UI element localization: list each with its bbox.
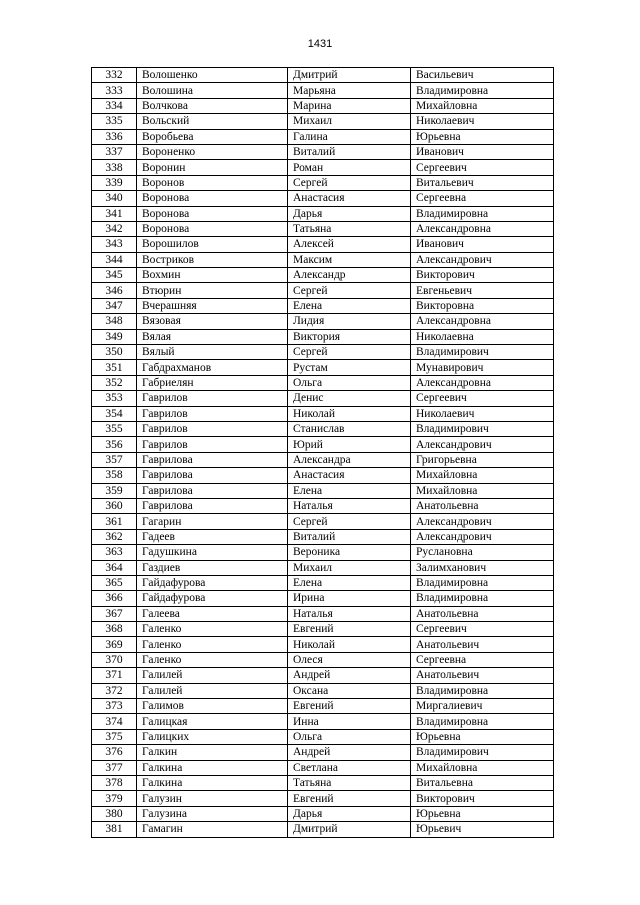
row-number-cell: 372: [92, 683, 137, 698]
patronymic-cell: Анатольевна: [411, 606, 554, 621]
row-number-cell: 336: [92, 129, 137, 144]
last-name-cell: Вохмин: [137, 268, 288, 283]
first-name-cell: Марьяна: [288, 83, 411, 98]
last-name-cell: Волошина: [137, 83, 288, 98]
first-name-cell: Лидия: [288, 314, 411, 329]
patronymic-cell: Евгеньевич: [411, 283, 554, 298]
patronymic-cell: Григорьевна: [411, 452, 554, 467]
table-row: [92, 683, 554, 698]
row-number-cell: 349: [92, 329, 137, 344]
row-number-cell: 351: [92, 360, 137, 375]
first-name-cell: Дмитрий: [288, 822, 411, 837]
table-row: [92, 298, 554, 313]
last-name-cell: Воробьева: [137, 129, 288, 144]
last-name-cell: Галузина: [137, 806, 288, 821]
last-name-cell: Гайдафурова: [137, 591, 288, 606]
patronymic-cell: Залимханович: [411, 560, 554, 575]
row-number-cell: 353: [92, 391, 137, 406]
row-number-cell: 373: [92, 699, 137, 714]
last-name-cell: Галицкая: [137, 714, 288, 729]
row-number-cell: 338: [92, 160, 137, 175]
last-name-cell: Воронин: [137, 160, 288, 175]
row-number-cell: 341: [92, 206, 137, 221]
table-row: [92, 406, 554, 421]
table-row: [92, 391, 554, 406]
row-number-cell: 364: [92, 560, 137, 575]
patronymic-cell: Сергеевна: [411, 652, 554, 667]
row-number-cell: 348: [92, 314, 137, 329]
patronymic-cell: Михайловна: [411, 468, 554, 483]
patronymic-cell: Владимировна: [411, 83, 554, 98]
first-name-cell: Станислав: [288, 421, 411, 436]
patronymic-cell: Анатольевич: [411, 668, 554, 683]
last-name-cell: Гаврилов: [137, 406, 288, 421]
row-number-cell: 346: [92, 283, 137, 298]
patronymic-cell: Юрьевна: [411, 729, 554, 744]
first-name-cell: Елена: [288, 483, 411, 498]
table-row: [92, 68, 554, 83]
row-number-cell: 377: [92, 760, 137, 775]
row-number-cell: 370: [92, 652, 137, 667]
patronymic-cell: Владимировна: [411, 591, 554, 606]
table-row: [92, 591, 554, 606]
patronymic-cell: Владимировна: [411, 575, 554, 590]
first-name-cell: Сергей: [288, 175, 411, 190]
row-number-cell: 350: [92, 345, 137, 360]
table-row: [92, 283, 554, 298]
last-name-cell: Галкина: [137, 760, 288, 775]
row-number-cell: 357: [92, 452, 137, 467]
last-name-cell: Газдиев: [137, 560, 288, 575]
first-name-cell: Николай: [288, 637, 411, 652]
patronymic-cell: Михайловна: [411, 98, 554, 113]
patronymic-cell: Владимировна: [411, 714, 554, 729]
first-name-cell: Михаил: [288, 560, 411, 575]
patronymic-cell: Александрович: [411, 437, 554, 452]
table-row: [92, 221, 554, 236]
patronymic-cell: Владимирович: [411, 745, 554, 760]
last-name-cell: Габдрахманов: [137, 360, 288, 375]
first-name-cell: Николай: [288, 406, 411, 421]
table-row: [92, 699, 554, 714]
first-name-cell: Сергей: [288, 345, 411, 360]
row-number-cell: 368: [92, 622, 137, 637]
row-number-cell: 359: [92, 483, 137, 498]
first-name-cell: Евгений: [288, 699, 411, 714]
first-name-cell: Вероника: [288, 545, 411, 560]
table-row: [92, 745, 554, 760]
row-number-cell: 362: [92, 529, 137, 544]
first-name-cell: Ольга: [288, 375, 411, 390]
last-name-cell: Гадеев: [137, 529, 288, 544]
row-number-cell: 375: [92, 729, 137, 744]
patronymic-cell: Николаевич: [411, 114, 554, 129]
first-name-cell: Рустам: [288, 360, 411, 375]
row-number-cell: 340: [92, 191, 137, 206]
patronymic-cell: Сергеевич: [411, 622, 554, 637]
last-name-cell: Волчкова: [137, 98, 288, 113]
table-row: [92, 637, 554, 652]
last-name-cell: Воронова: [137, 191, 288, 206]
first-name-cell: Сергей: [288, 283, 411, 298]
last-name-cell: Гаврилова: [137, 468, 288, 483]
patronymic-cell: Сергеевна: [411, 191, 554, 206]
patronymic-cell: Владимирович: [411, 345, 554, 360]
table-row: [92, 822, 554, 837]
first-name-cell: Андрей: [288, 668, 411, 683]
last-name-cell: Галеева: [137, 606, 288, 621]
row-number-cell: 369: [92, 637, 137, 652]
last-name-cell: Гаврилов: [137, 421, 288, 436]
patronymic-cell: Анатольевич: [411, 637, 554, 652]
patronymic-cell: Сергеевич: [411, 391, 554, 406]
last-name-cell: Галкин: [137, 745, 288, 760]
row-number-cell: 380: [92, 806, 137, 821]
table-row: [92, 652, 554, 667]
row-number-cell: 332: [92, 68, 137, 83]
patronymic-cell: Николаевна: [411, 329, 554, 344]
names-table-body: [92, 68, 554, 838]
row-number-cell: 365: [92, 575, 137, 590]
patronymic-cell: Николаевич: [411, 406, 554, 421]
first-name-cell: Денис: [288, 391, 411, 406]
table-row: [92, 806, 554, 821]
table-row: [92, 714, 554, 729]
first-name-cell: Галина: [288, 129, 411, 144]
first-name-cell: Евгений: [288, 791, 411, 806]
patronymic-cell: Васильевич: [411, 68, 554, 83]
last-name-cell: Вчерашняя: [137, 298, 288, 313]
row-number-cell: 335: [92, 114, 137, 129]
table-row: [92, 252, 554, 267]
table-row: [92, 191, 554, 206]
table-row: [92, 775, 554, 790]
table-row: [92, 791, 554, 806]
row-number-cell: 358: [92, 468, 137, 483]
table-row: [92, 483, 554, 498]
first-name-cell: Анастасия: [288, 191, 411, 206]
last-name-cell: Гагарин: [137, 514, 288, 529]
first-name-cell: Ольга: [288, 729, 411, 744]
patronymic-cell: Владимирович: [411, 421, 554, 436]
table-row: [92, 729, 554, 744]
row-number-cell: 347: [92, 298, 137, 313]
patronymic-cell: Александрович: [411, 252, 554, 267]
table-row: [92, 268, 554, 283]
row-number-cell: 342: [92, 221, 137, 236]
first-name-cell: Алексей: [288, 237, 411, 252]
row-number-cell: 376: [92, 745, 137, 760]
row-number-cell: 381: [92, 822, 137, 837]
patronymic-cell: Миргалиевич: [411, 699, 554, 714]
patronymic-cell: Иванович: [411, 237, 554, 252]
last-name-cell: Галенко: [137, 622, 288, 637]
patronymic-cell: Александровна: [411, 314, 554, 329]
table-row: [92, 129, 554, 144]
patronymic-cell: Владимировна: [411, 206, 554, 221]
row-number-cell: 378: [92, 775, 137, 790]
first-name-cell: Оксана: [288, 683, 411, 698]
table-row: [92, 560, 554, 575]
table-row: [92, 175, 554, 190]
last-name-cell: Гаврилова: [137, 452, 288, 467]
patronymic-cell: Мунавирович: [411, 360, 554, 375]
last-name-cell: Гамагин: [137, 822, 288, 837]
patronymic-cell: Анатольевна: [411, 498, 554, 513]
last-name-cell: Галилей: [137, 683, 288, 698]
last-name-cell: Гаврилова: [137, 483, 288, 498]
table-row: [92, 83, 554, 98]
table-row: [92, 498, 554, 513]
last-name-cell: Волошенко: [137, 68, 288, 83]
first-name-cell: Наталья: [288, 498, 411, 513]
first-name-cell: Дарья: [288, 806, 411, 821]
first-name-cell: Дарья: [288, 206, 411, 221]
patronymic-cell: Юрьевич: [411, 822, 554, 837]
names-table: [91, 67, 554, 838]
table-row: [92, 345, 554, 360]
table-row: [92, 160, 554, 175]
last-name-cell: Галенко: [137, 652, 288, 667]
last-name-cell: Вязовая: [137, 314, 288, 329]
row-number-cell: 352: [92, 375, 137, 390]
last-name-cell: Вялая: [137, 329, 288, 344]
first-name-cell: Анастасия: [288, 468, 411, 483]
table-row: [92, 514, 554, 529]
patronymic-cell: Викторовна: [411, 298, 554, 313]
first-name-cell: Максим: [288, 252, 411, 267]
last-name-cell: Ворошилов: [137, 237, 288, 252]
patronymic-cell: Михайловна: [411, 483, 554, 498]
table-row: [92, 760, 554, 775]
first-name-cell: Татьяна: [288, 775, 411, 790]
table-row: [92, 606, 554, 621]
first-name-cell: Марина: [288, 98, 411, 113]
table-row: [92, 114, 554, 129]
first-name-cell: Наталья: [288, 606, 411, 621]
first-name-cell: Елена: [288, 298, 411, 313]
first-name-cell: Александр: [288, 268, 411, 283]
first-name-cell: Юрий: [288, 437, 411, 452]
row-number-cell: 361: [92, 514, 137, 529]
row-number-cell: 379: [92, 791, 137, 806]
table-row: [92, 314, 554, 329]
last-name-cell: Галимов: [137, 699, 288, 714]
last-name-cell: Галилей: [137, 668, 288, 683]
row-number-cell: 366: [92, 591, 137, 606]
table-row: [92, 575, 554, 590]
first-name-cell: Виталий: [288, 529, 411, 544]
last-name-cell: Гаврилова: [137, 498, 288, 513]
last-name-cell: Гаврилов: [137, 437, 288, 452]
first-name-cell: Евгений: [288, 622, 411, 637]
last-name-cell: Воронов: [137, 175, 288, 190]
row-number-cell: 355: [92, 421, 137, 436]
row-number-cell: 334: [92, 98, 137, 113]
row-number-cell: 354: [92, 406, 137, 421]
page-number: 1431: [307, 38, 333, 50]
table-row: [92, 237, 554, 252]
first-name-cell: Александра: [288, 452, 411, 467]
table-row: [92, 144, 554, 159]
row-number-cell: 360: [92, 498, 137, 513]
patronymic-cell: Викторович: [411, 268, 554, 283]
patronymic-cell: Витальевич: [411, 175, 554, 190]
first-name-cell: Андрей: [288, 745, 411, 760]
last-name-cell: Гайдафурова: [137, 575, 288, 590]
patronymic-cell: Витальевна: [411, 775, 554, 790]
table-row: [92, 437, 554, 452]
table-row: [92, 375, 554, 390]
patronymic-cell: Руслановна: [411, 545, 554, 560]
row-number-cell: 345: [92, 268, 137, 283]
patronymic-cell: Иванович: [411, 144, 554, 159]
last-name-cell: Вороненко: [137, 144, 288, 159]
table-row: [92, 468, 554, 483]
patronymic-cell: Александровна: [411, 221, 554, 236]
first-name-cell: Сергей: [288, 514, 411, 529]
last-name-cell: Галицких: [137, 729, 288, 744]
first-name-cell: Виталий: [288, 144, 411, 159]
patronymic-cell: Александровна: [411, 375, 554, 390]
first-name-cell: Виктория: [288, 329, 411, 344]
last-name-cell: Галкина: [137, 775, 288, 790]
table-row: [92, 529, 554, 544]
last-name-cell: Галузин: [137, 791, 288, 806]
table-row: [92, 452, 554, 467]
first-name-cell: Олеся: [288, 652, 411, 667]
row-number-cell: 337: [92, 144, 137, 159]
table-row: [92, 329, 554, 344]
table-row: [92, 98, 554, 113]
row-number-cell: 363: [92, 545, 137, 560]
last-name-cell: Гадушкина: [137, 545, 288, 560]
row-number-cell: 344: [92, 252, 137, 267]
patronymic-cell: Владимировна: [411, 683, 554, 698]
table-row: [92, 360, 554, 375]
first-name-cell: Инна: [288, 714, 411, 729]
first-name-cell: Роман: [288, 160, 411, 175]
row-number-cell: 333: [92, 83, 137, 98]
table-row: [92, 622, 554, 637]
row-number-cell: 374: [92, 714, 137, 729]
table-row: [92, 545, 554, 560]
patronymic-cell: Юрьевна: [411, 129, 554, 144]
patronymic-cell: Михайловна: [411, 760, 554, 775]
row-number-cell: 339: [92, 175, 137, 190]
first-name-cell: Татьяна: [288, 221, 411, 236]
first-name-cell: Светлана: [288, 760, 411, 775]
first-name-cell: Михаил: [288, 114, 411, 129]
patronymic-cell: Александрович: [411, 514, 554, 529]
first-name-cell: Дмитрий: [288, 68, 411, 83]
last-name-cell: Вольский: [137, 114, 288, 129]
last-name-cell: Габриелян: [137, 375, 288, 390]
last-name-cell: Вялый: [137, 345, 288, 360]
patronymic-cell: Юрьевна: [411, 806, 554, 821]
first-name-cell: Елена: [288, 575, 411, 590]
last-name-cell: Галенко: [137, 637, 288, 652]
table-row: [92, 668, 554, 683]
first-name-cell: Ирина: [288, 591, 411, 606]
table-row: [92, 206, 554, 221]
last-name-cell: Востриков: [137, 252, 288, 267]
table-row: [92, 421, 554, 436]
last-name-cell: Гаврилов: [137, 391, 288, 406]
patronymic-cell: Викторович: [411, 791, 554, 806]
row-number-cell: 367: [92, 606, 137, 621]
row-number-cell: 343: [92, 237, 137, 252]
row-number-cell: 356: [92, 437, 137, 452]
last-name-cell: Втюрин: [137, 283, 288, 298]
last-name-cell: Воронова: [137, 221, 288, 236]
row-number-cell: 371: [92, 668, 137, 683]
patronymic-cell: Александрович: [411, 529, 554, 544]
patronymic-cell: Сергеевич: [411, 160, 554, 175]
last-name-cell: Воронова: [137, 206, 288, 221]
